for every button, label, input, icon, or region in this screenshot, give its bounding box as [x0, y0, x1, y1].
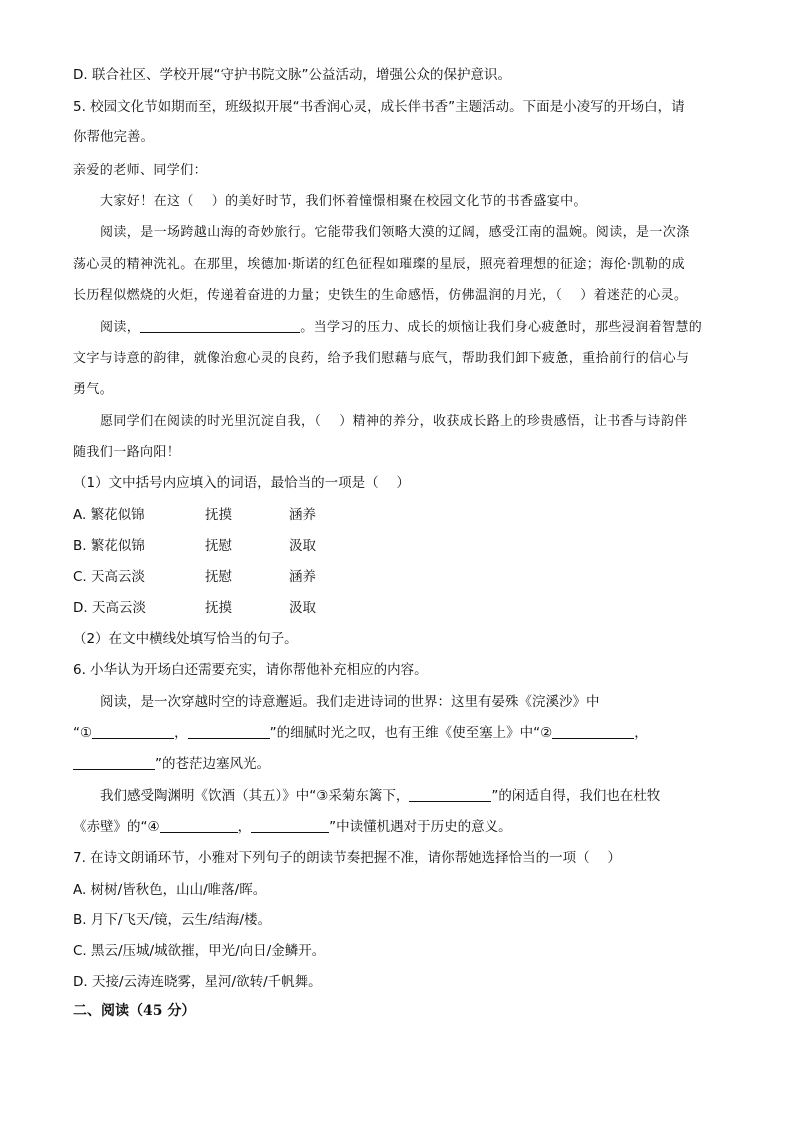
speech-para3-suffix: 。当学习的压力、成长的烦恼让我们身心疲惫时，那些浸润着智慧的 — [300, 320, 703, 335]
speech-para2-line3: 长历程似燃烧的火炬，传递着奋进的力量；史铁生的生命感悟，仿佛温润的月光，（ ）着迷茫的心灵。 — [73, 288, 688, 303]
option-b-label: B. 繁花似锦 — [73, 538, 145, 554]
fill-blank[interactable] — [552, 724, 634, 739]
question-6-para1: 阅读，是一次穿越时空的诗意邂逅。我们走进诗词的世界：这里有晏殊《浣溪沙》中 — [100, 694, 600, 710]
section-2-heading: 二、阅读（45 分） — [73, 1003, 196, 1019]
option-b-word3: 汲取 — [289, 538, 316, 554]
question-7-option-d: D. 天接/云涛连晓雾，星河/欲转/千帆舞。 — [73, 974, 322, 990]
text-fragment: 《赤壁》的“④ — [73, 819, 160, 835]
speech-para4-line1: 愿同学们在阅读的时光里沉淀自我，（ ）精神的养分，收获成长路上的珍贵感悟，让书香与诗韵伴 — [100, 414, 688, 429]
speech-para3-line2: 文字与诗意的韵律，就像治愈心灵的良药，给予我们慰藉与底气，帮助我们卸下疲惫，重拾前行的信心与 — [73, 351, 690, 366]
question-6-para3 — [73, 754, 270, 774]
option-a-label: A. 繁花似锦 — [73, 507, 145, 523]
text-fragment: ， — [634, 725, 648, 741]
option-b-word2: 抚慰 — [205, 538, 232, 554]
question-5-line1: 5. 校园文化节如期而至，班级拟开展“书香润心灵，成长伴书香”主题活动。下面是小凌写的开场白，请 — [73, 99, 685, 115]
fill-blank[interactable] — [92, 724, 174, 739]
question-6-para5 — [73, 817, 512, 837]
option-c-label: C. 天高云淡 — [73, 569, 146, 585]
text-fragment: “① — [73, 725, 93, 741]
fill-blank[interactable] — [73, 755, 155, 770]
question-7-option-b: B. 月下/飞天/镜，云生/结海/楼。 — [73, 912, 272, 928]
question-7-option-c: C. 黑云/压城/城欲摧，甲光/向日/金鳞开。 — [73, 943, 326, 959]
question-7: 7. 在诗文朗诵环节，小雅对下列句子的朗读节奏把握不准，请你帮她选择恰当的一项（ ） — [73, 850, 621, 866]
option-a-word3: 涵养 — [289, 507, 316, 523]
option-a-word2: 抚摸 — [205, 507, 232, 523]
fill-blank[interactable] — [188, 724, 270, 739]
speech-para2-line1: 阅读，是一场跨越山海的奇妙旅行。它能带我们领略大漠的辽阔，感受江南的温婉。阅读，是一次涤 — [100, 225, 690, 240]
question-5-line2: 你帮他完善。 — [73, 129, 154, 145]
text-fragment: ”中读懂机遇对于历史的意义。 — [329, 819, 512, 835]
option-d-word2: 抚摸 — [205, 600, 232, 616]
question-6-para2 — [73, 723, 648, 743]
option-c-word3: 涵养 — [289, 569, 316, 585]
speech-para3-line1 — [100, 318, 702, 338]
speech-para4-line2: 随我们一路向阳！ — [73, 445, 181, 460]
text-fragment: 我们感受陶渊明《饮酒（其五）》中“③采菊东篱下， — [100, 788, 410, 804]
text-fragment: ”的闲适自得，我们也在杜牧 — [491, 788, 661, 804]
speech-para3-line3: 勇气。 — [73, 382, 114, 397]
speech-greeting: 亲爱的老师、同学们： — [73, 163, 208, 178]
fill-blank[interactable] — [160, 818, 238, 833]
fill-blank[interactable] — [140, 318, 300, 333]
text-fragment: ”的苍茫边塞风光。 — [155, 756, 270, 772]
option-d-word3: 汲取 — [289, 600, 316, 616]
option-d-label: D. 天高云淡 — [73, 600, 146, 616]
fill-blank[interactable] — [409, 787, 491, 802]
question-5-2: （2）在文中横线处填写恰当的句子。 — [73, 631, 298, 647]
speech-para2-line2: 荡心灵的精神洗礼。在那里，埃德加·斯诺的红色征程如璀璨的星辰，照亮着理想的征途；海伦·凯勒的成 — [73, 257, 686, 272]
text-fragment: ”的细腻时光之叹，也有王维《使至塞上》中“② — [269, 725, 553, 741]
text-fragment: ， — [237, 819, 252, 835]
text-fragment: ， — [174, 725, 188, 741]
option-c-word2: 抚慰 — [205, 569, 232, 585]
fill-blank[interactable] — [251, 818, 329, 833]
speech-para1: 大家好！在这（ ）的美好时节，我们怀着憧憬相聚在校园文化节的书香盛宴中。 — [100, 194, 587, 209]
question-5-1: （1）文中括号内应填入的词语，最恰当的一项是（ ） — [73, 475, 410, 491]
option-d-line: D. 联合社区、学校开展“守护书院文脉”公益活动，增强公众的保护意识。 — [73, 67, 511, 83]
question-7-option-a: A. 树树/皆秋色，山山/唯落/晖。 — [73, 882, 267, 898]
speech-para3-prefix: 阅读， — [100, 320, 141, 335]
question-6-para4 — [100, 786, 660, 806]
question-6: 6. 小华认为开场白还需要充实，请你帮他补充相应的内容。 — [73, 662, 428, 678]
